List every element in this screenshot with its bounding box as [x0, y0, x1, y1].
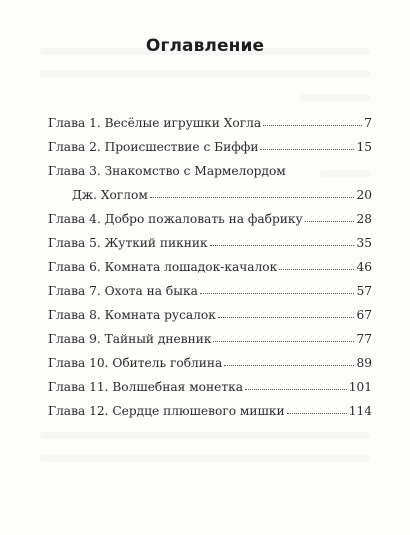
toc-entry[interactable] — [48, 326, 372, 346]
bleed-through-line — [300, 94, 370, 101]
toc-entry-first-line[interactable] — [48, 158, 286, 178]
toc-entry[interactable] — [48, 206, 372, 226]
toc-entry-page: 46 — [356, 260, 372, 274]
bleed-through-line — [40, 432, 370, 439]
toc-entry-label: Глава 7. Охота на быка — [48, 284, 198, 298]
dot-leader — [263, 125, 362, 126]
toc-entry-label: Глава 4. Добро пожаловать на фабрику — [48, 212, 303, 226]
dot-leader — [287, 413, 347, 414]
toc-entry-page: 89 — [356, 356, 372, 370]
toc-entry-page: 57 — [356, 284, 372, 298]
toc-entry-page: 101 — [348, 380, 372, 394]
toc-entry[interactable] — [48, 278, 372, 298]
toc-entry-page: 20 — [356, 188, 372, 202]
bleed-through-line — [320, 170, 370, 177]
toc-entry-page: 28 — [356, 212, 372, 226]
bleed-through-line — [40, 455, 370, 462]
toc-entry-label: Глава 9. Тайный дневник — [48, 332, 212, 346]
dot-leader — [305, 221, 355, 222]
toc-entry-label: Глава 8. Комната русалок — [48, 308, 216, 322]
toc-entry-label: Глава 1. Весёлые игрушки Хогла — [48, 116, 262, 130]
dot-leader — [224, 365, 354, 366]
dot-leader — [213, 341, 354, 342]
toc-entry-label: Глава 10. Обитель гоблина — [48, 356, 223, 370]
toc-heading: Оглавление — [145, 36, 265, 56]
dot-leader — [279, 269, 354, 270]
bleed-through-line — [40, 70, 370, 77]
toc-entry-page: 67 — [356, 308, 372, 322]
toc-entry[interactable] — [48, 254, 372, 274]
dot-leader — [260, 149, 354, 150]
toc-entry-continuation[interactable] — [48, 182, 372, 202]
toc-entry-label: Глава 12. Сердце плюшевого мишки — [48, 404, 285, 418]
toc-entry-label-cont: Дж. Хоглом — [72, 188, 148, 202]
toc-entry[interactable] — [48, 374, 372, 394]
toc-entry-page: 15 — [356, 140, 372, 154]
dot-leader — [245, 389, 347, 390]
toc-entry-page: 35 — [356, 236, 372, 250]
dot-leader — [150, 197, 355, 198]
dot-leader — [200, 293, 355, 294]
toc-entry-label: Глава 3. Знакомство с Мармелордом — [48, 164, 286, 178]
toc-entry-label: Глава 11. Волшебная монетка — [48, 380, 243, 394]
toc-entry-page: 114 — [348, 404, 372, 418]
toc-entry[interactable] — [48, 350, 372, 370]
toc-entry-page: 77 — [356, 332, 372, 346]
dot-leader — [218, 317, 355, 318]
dot-leader — [210, 245, 355, 246]
toc-entry[interactable] — [48, 110, 372, 130]
toc-entry[interactable] — [48, 302, 372, 322]
toc-entry-page: 7 — [364, 116, 372, 130]
toc-entry-label: Глава 2. Происшествие с Биффи — [48, 140, 259, 154]
toc-entry-label: Глава 6. Комната лошадок-качалок — [48, 260, 278, 274]
toc-entry[interactable] — [48, 134, 372, 154]
toc-entry[interactable] — [48, 398, 372, 418]
toc-entry-label: Глава 5. Жуткий пикник — [48, 236, 208, 250]
toc-entry[interactable] — [48, 230, 372, 250]
